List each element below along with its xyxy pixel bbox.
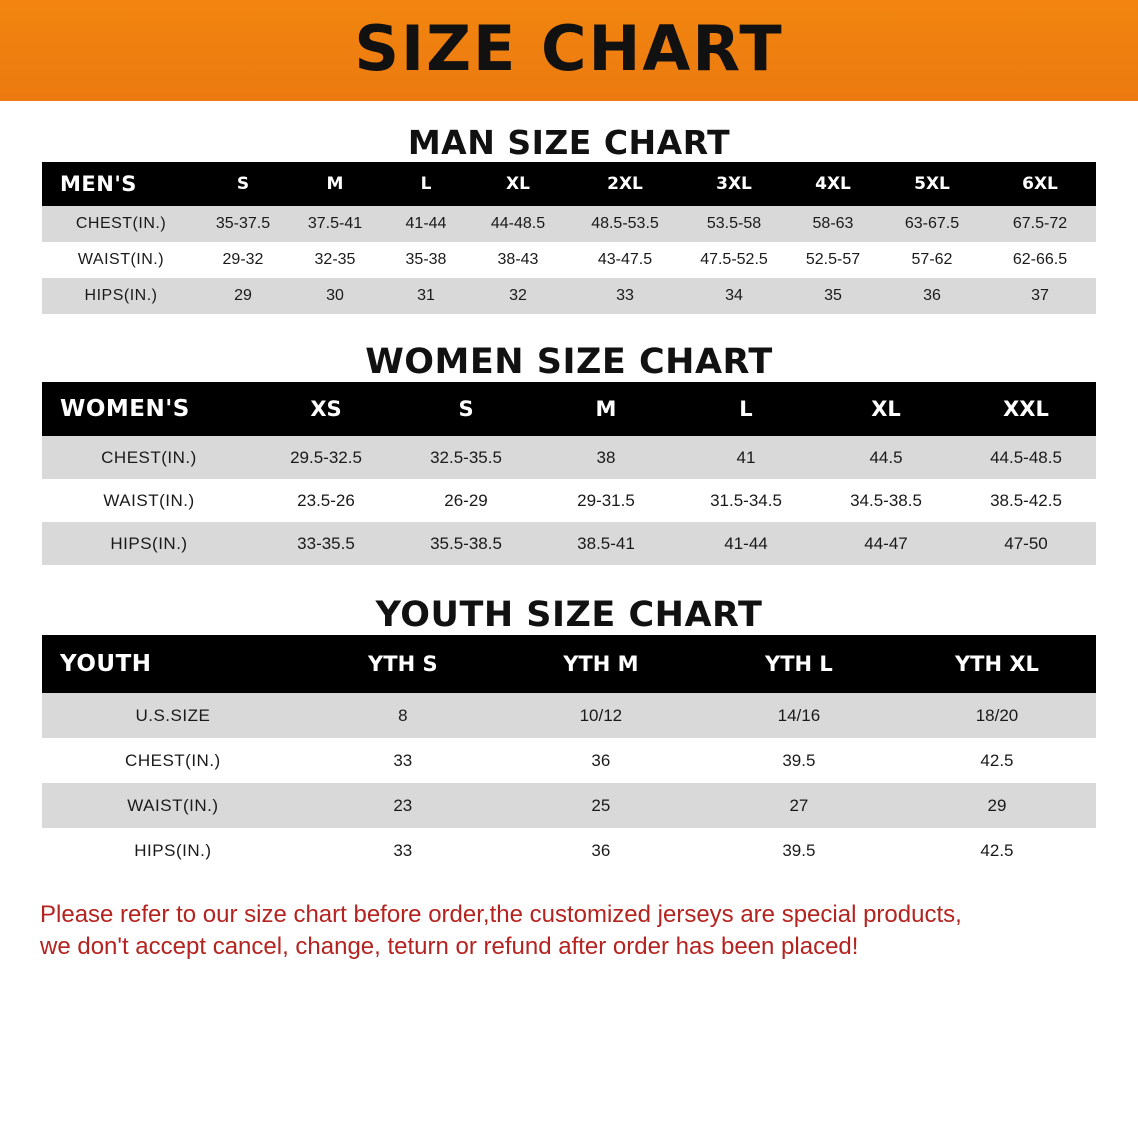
table-cell: 27: [700, 783, 898, 828]
table-cell: 34: [682, 278, 786, 314]
table-cell: 33: [304, 828, 502, 873]
table-cell: 44-47: [816, 522, 956, 565]
man-header-cell: MEN'S: [42, 162, 200, 206]
table-cell: 36: [880, 278, 984, 314]
women-section-heading: WOMEN SIZE CHART: [365, 342, 773, 382]
table-cell: 29-31.5: [536, 479, 676, 522]
table-row: [42, 278, 1096, 314]
table-cell: 38-43: [468, 242, 568, 278]
table-cell: 33: [304, 738, 502, 783]
table-cell: 44-48.5: [468, 206, 568, 242]
table-cell: 38.5-42.5: [956, 479, 1096, 522]
women-header-row: [42, 382, 1096, 436]
man-header-cell: L: [384, 162, 468, 206]
table-cell: 44.5-48.5: [956, 436, 1096, 479]
table-row: [42, 828, 1096, 873]
table-cell: 35.5-38.5: [396, 522, 536, 565]
table-cell: 32-35: [286, 242, 384, 278]
man-section-heading: MAN SIZE CHART: [407, 123, 731, 162]
table-cell: 63-67.5: [880, 206, 984, 242]
table-cell: 35: [786, 278, 880, 314]
table-cell: 47.5-52.5: [682, 242, 786, 278]
table-cell: 29: [200, 278, 286, 314]
table-row: [42, 436, 1096, 479]
man-header-cell: 2XL: [568, 162, 682, 206]
table-cell: 47-50: [956, 522, 1096, 565]
table-cell: 33: [568, 278, 682, 314]
women-header-cell: XXL: [956, 382, 1096, 436]
man-header-cell: M: [286, 162, 384, 206]
table-cell: 31: [384, 278, 468, 314]
table-cell: 14/16: [700, 693, 898, 738]
man-header-cell: XL: [468, 162, 568, 206]
man-header-cell: 5XL: [880, 162, 984, 206]
row-label: HIPS(IN.): [42, 828, 304, 873]
table-cell: 29: [898, 783, 1096, 828]
row-label: WAIST(IN.): [42, 242, 200, 278]
table-cell: 35-38: [384, 242, 468, 278]
man-header-cell: 6XL: [984, 162, 1096, 206]
youth-table-wrap: [0, 635, 1138, 873]
table-cell: 32: [468, 278, 568, 314]
man-header-cell: 3XL: [682, 162, 786, 206]
row-label: CHEST(IN.): [42, 738, 304, 783]
table-cell: 39.5: [700, 828, 898, 873]
page-banner: [0, 0, 1138, 101]
table-cell: 38: [536, 436, 676, 479]
women-header-cell: WOMEN'S: [42, 382, 256, 436]
youth-header-row: [42, 635, 1096, 693]
policy-note-line-2: we don't accept cancel, change, teturn or refund after order has been placed!: [40, 933, 859, 961]
row-label: CHEST(IN.): [42, 436, 256, 479]
man-header-cell: 4XL: [786, 162, 880, 206]
youth-header-cell: YTH XL: [898, 635, 1096, 693]
women-header-cell: M: [536, 382, 676, 436]
table-cell: 29-32: [200, 242, 286, 278]
table-cell: 57-62: [880, 242, 984, 278]
youth-header-cell: YTH M: [502, 635, 700, 693]
row-label: HIPS(IN.): [42, 278, 200, 314]
table-row: [42, 479, 1096, 522]
table-cell: 37.5-41: [286, 206, 384, 242]
table-cell: 41: [676, 436, 816, 479]
table-cell: 67.5-72: [984, 206, 1096, 242]
table-cell: 31.5-34.5: [676, 479, 816, 522]
row-label: HIPS(IN.): [42, 522, 256, 565]
table-cell: 62-66.5: [984, 242, 1096, 278]
table-cell: 37: [984, 278, 1096, 314]
man-header-cell: S: [200, 162, 286, 206]
table-cell: 48.5-53.5: [568, 206, 682, 242]
table-cell: 42.5: [898, 828, 1096, 873]
table-cell: 38.5-41: [536, 522, 676, 565]
youth-size-table: [42, 635, 1096, 873]
table-row: [42, 693, 1096, 738]
policy-note: [40, 899, 1098, 964]
table-row: [42, 206, 1096, 242]
youth-header-cell: YTH L: [700, 635, 898, 693]
table-cell: 32.5-35.5: [396, 436, 536, 479]
table-cell: 36: [502, 828, 700, 873]
table-cell: 34.5-38.5: [816, 479, 956, 522]
page-title: SIZE CHART: [354, 11, 784, 85]
table-cell: 41-44: [384, 206, 468, 242]
table-cell: 30: [286, 278, 384, 314]
table-cell: 23.5-26: [256, 479, 396, 522]
women-header-cell: L: [676, 382, 816, 436]
women-table-wrap: [0, 382, 1138, 565]
table-cell: 10/12: [502, 693, 700, 738]
table-cell: 18/20: [898, 693, 1096, 738]
youth-section-heading: YOUTH SIZE CHART: [375, 595, 763, 635]
table-row: [42, 522, 1096, 565]
table-row: [42, 242, 1096, 278]
youth-header-cell: YTH S: [304, 635, 502, 693]
row-label: CHEST(IN.): [42, 206, 200, 242]
policy-note-line-1: Please refer to our size chart before order,the customized jerseys are special products,: [40, 901, 962, 928]
row-label: WAIST(IN.): [42, 783, 304, 828]
women-header-cell: XL: [816, 382, 956, 436]
table-row: [42, 783, 1096, 828]
youth-header-cell: YOUTH: [42, 635, 304, 693]
women-header-cell: XS: [256, 382, 396, 436]
man-table-wrap: [0, 162, 1138, 314]
table-cell: 52.5-57: [786, 242, 880, 278]
table-cell: 35-37.5: [200, 206, 286, 242]
table-cell: 33-35.5: [256, 522, 396, 565]
women-header-cell: S: [396, 382, 536, 436]
women-size-table: [42, 382, 1096, 565]
table-cell: 29.5-32.5: [256, 436, 396, 479]
table-cell: 8: [304, 693, 502, 738]
table-cell: 44.5: [816, 436, 956, 479]
table-cell: 43-47.5: [568, 242, 682, 278]
row-label: U.S.SIZE: [42, 693, 304, 738]
table-cell: 58-63: [786, 206, 880, 242]
table-row: [42, 738, 1096, 783]
man-size-table: [42, 162, 1096, 314]
table-cell: 53.5-58: [682, 206, 786, 242]
table-cell: 42.5: [898, 738, 1096, 783]
table-cell: 25: [502, 783, 700, 828]
man-header-row: [42, 162, 1096, 206]
table-cell: 23: [304, 783, 502, 828]
table-cell: 39.5: [700, 738, 898, 783]
row-label: WAIST(IN.): [42, 479, 256, 522]
table-cell: 41-44: [676, 522, 816, 565]
table-cell: 36: [502, 738, 700, 783]
table-cell: 26-29: [396, 479, 536, 522]
